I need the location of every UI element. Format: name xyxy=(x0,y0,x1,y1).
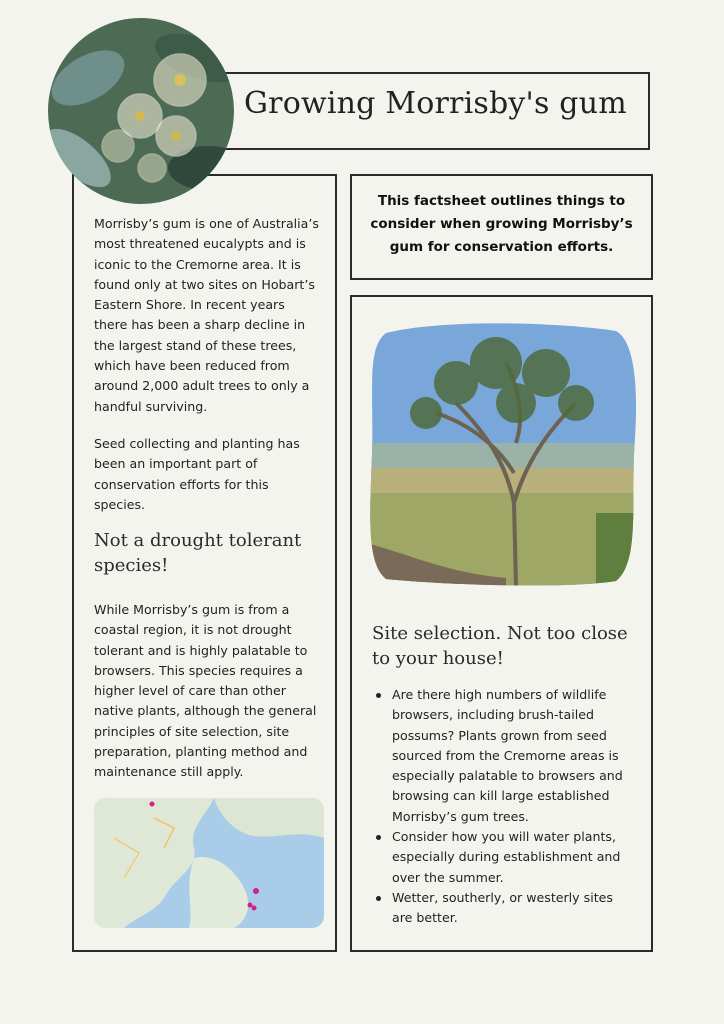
title-box xyxy=(200,72,650,150)
drought-paragraph: While Morrisby’s gum is from a coastal region, it is not drought tolerant and is highly palatable to browsers. This species requires a higher level of care than other native plants, although the general principles of site selection, site preparation, planting method and maintenance still apply. xyxy=(94,602,317,780)
right-column xyxy=(350,295,653,952)
left-column xyxy=(72,174,337,952)
intro-summary: This factsheet outlines things to consider when growing Morrisby’s gum for conservation efforts. xyxy=(370,193,633,255)
intro-box xyxy=(350,174,653,280)
page-title: Growing Morrisby's gum xyxy=(244,86,627,121)
seed-paragraph: Seed collecting and planting has been an important part of conservation efforts for this species. xyxy=(94,436,300,512)
gum-tree-photo xyxy=(366,323,638,587)
site-selection-list xyxy=(372,685,634,929)
intro-paragraph: Morrisby’s gum is one of Australia’s most threatened eucalypts and is iconic to the Cremorne area. It is found only at two sites on Hobart’s Eastern Shore. In recent years there has been a sharp decline in the largest stand of these trees, which have been reduced from around 2,000 adult trees to only a handful surviving. xyxy=(94,216,319,414)
location-map-image xyxy=(94,798,324,928)
list-item: Are there high numbers of wildlife browsers, including brush-tailed possums? Plants grown from seed sourced from the Cremorne areas is especially palatable to browsers and browsing can kill large established Morrisby’s gum trees. xyxy=(372,685,634,827)
drought-heading: Not a drought tolerant species! xyxy=(94,530,302,576)
site-selection-heading: Site selection. Not too close to your house! xyxy=(372,623,628,669)
list-item: Wetter, southerly, or westerly sites are better. xyxy=(372,888,634,929)
list-item: Consider how you will water plants, especially during establishment and over the summer. xyxy=(372,827,634,888)
eucalyptus-flower-photo xyxy=(48,18,234,204)
